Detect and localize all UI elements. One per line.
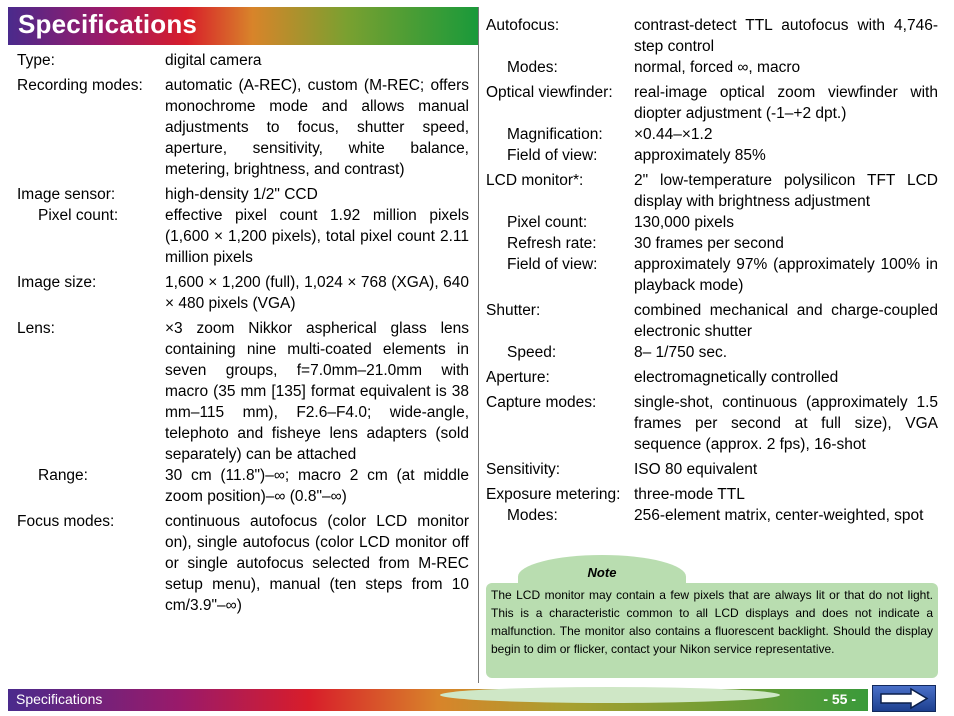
- spec-value: ×0.44–×1.2: [634, 126, 713, 143]
- spec-row: [486, 392, 938, 455]
- spec-row: [486, 170, 938, 212]
- spec-row: [17, 465, 469, 507]
- spec-label: Field of view:: [507, 256, 598, 273]
- spec-label: Sensitivity:: [486, 461, 561, 478]
- spec-value: 2" low-temperature polysilicon TFT LCD display with brightness adjustment: [634, 172, 938, 210]
- spec-row: [486, 212, 938, 233]
- spec-value: ISO 80 equivalent: [634, 461, 758, 478]
- page-number: - 55 -: [823, 691, 856, 707]
- spec-label: Aperture:: [486, 369, 550, 386]
- spec-value: combined mechanical and charge-coupled electronic shutter: [634, 302, 938, 340]
- spec-value: continuous autofocus (color LCD monitor on), single autofocus (color LCD monitor off or single autofocus selected from M-REC setup menu), manual (ten steps from 10 cm/3.9"–∞): [165, 513, 469, 614]
- spec-row: [486, 484, 938, 505]
- spec-row: [486, 367, 938, 388]
- spec-value: automatic (A-REC), custom (M-REC; offers monochrome mode and allows manual adjustments to focus, shutter speed, aperture, sensitivity, white balance, metering, brightness, and contrast): [165, 77, 469, 178]
- spec-row: [486, 145, 938, 166]
- spec-label: Refresh rate:: [507, 235, 597, 252]
- spec-value: 1,600 × 1,200 (full), 1,024 × 768 (XGA), 640 × 480 pixels (VGA): [165, 274, 469, 312]
- spec-label: Pixel count:: [507, 214, 588, 231]
- next-page-button[interactable]: [872, 685, 936, 712]
- spec-value: normal, forced ∞, macro: [634, 59, 801, 76]
- column-divider: [478, 7, 479, 683]
- spec-row: [17, 50, 469, 71]
- spec-row: [486, 124, 938, 145]
- spec-label: Shutter:: [486, 302, 541, 319]
- spec-label: Autofocus:: [486, 17, 560, 34]
- footer-section-title: Specifications: [16, 691, 103, 707]
- spec-value: approximately 97% (approximately 100% in playback mode): [634, 256, 938, 294]
- left-spec-column: [17, 50, 469, 620]
- spec-value: contrast-detect TTL autofocus with 4,746-step control: [634, 17, 938, 55]
- spec-row: [486, 82, 938, 124]
- spec-value: 130,000 pixels: [634, 214, 734, 231]
- spec-value: electromagnetically controlled: [634, 369, 839, 386]
- spec-value: three-mode TTL: [634, 486, 745, 503]
- page-title: Specifications: [18, 9, 198, 39]
- spec-row: [486, 15, 938, 57]
- spec-row: [17, 272, 469, 314]
- spec-label: Recording modes:: [17, 77, 143, 94]
- spec-label: Optical viewfinder:: [486, 84, 613, 101]
- spec-value: digital camera: [165, 52, 262, 69]
- spec-row: [486, 254, 938, 296]
- spec-value: high-density 1/2" CCD: [165, 186, 318, 203]
- spec-label: Type:: [17, 52, 55, 69]
- spec-label: Speed:: [507, 344, 557, 361]
- spec-value: 8– 1/750 sec.: [634, 344, 728, 361]
- spec-value: 30 cm (11.8")–∞; macro 2 cm (at middle zoom position)–∞ (0.8"–∞): [165, 467, 469, 505]
- spec-label: Range:: [38, 467, 88, 484]
- spec-row: [17, 511, 469, 616]
- spec-row: [486, 233, 938, 254]
- spec-label: Capture modes:: [486, 394, 597, 411]
- spec-value: ×3 zoom Nikkor aspherical glass lens containing nine multi-coated elements in seven groups, f=7.0mm–21.0mm with macro (35 mm [135] format equivalent is 38 mm–115 mm), F2.6–F4.0; wide-angle, telephoto and fisheye lens adapters (sold separately) can be attached: [165, 320, 469, 463]
- spec-row: [486, 300, 938, 342]
- arrow-right-icon: [873, 686, 935, 711]
- spec-row: [486, 57, 938, 78]
- spec-label: Magnification:: [507, 126, 603, 143]
- title-bar: [8, 7, 478, 45]
- spec-row: [486, 342, 938, 363]
- right-spec-column: [486, 15, 938, 530]
- spec-label: Field of view:: [507, 147, 598, 164]
- spec-label: Image sensor:: [17, 186, 116, 203]
- note-text: The LCD monitor may contain a few pixels that are always lit or that do not light. This is a characteristic common to all LCD displays and does not indicate a malfunction. The monitor also contains a fluorescent backlight. Should the display begin to dim or flicker, contact your Nikon service representative.: [491, 588, 933, 656]
- spec-value: real-image optical zoom viewfinder with diopter adjustment (-1–+2 dpt.): [634, 84, 938, 122]
- spec-row: [17, 318, 469, 465]
- spec-label: Modes:: [507, 507, 558, 524]
- spec-value: approximately 85%: [634, 147, 766, 164]
- spec-row: [17, 75, 469, 180]
- note-box: [486, 583, 938, 678]
- spec-label: Exposure metering:: [486, 486, 621, 503]
- spec-label: LCD monitor*:: [486, 172, 584, 189]
- spec-row: [17, 205, 469, 268]
- spec-label: Pixel count:: [38, 207, 119, 224]
- spec-row: [486, 459, 938, 480]
- spec-value: single-shot, continuous (approximately 1.5 frames per second at full size), VGA sequence (approx. 2 fps), 16-shot: [634, 394, 938, 453]
- spec-value: 256-element matrix, center-weighted, spot: [634, 507, 924, 524]
- spec-label: Focus modes:: [17, 513, 115, 530]
- spec-row: [17, 184, 469, 205]
- spec-label: Lens:: [17, 320, 55, 337]
- spec-label: Image size:: [17, 274, 97, 291]
- spec-value: 30 frames per second: [634, 235, 784, 252]
- note-heading: Note: [587, 565, 617, 580]
- spec-label: Modes:: [507, 59, 558, 76]
- spec-value: effective pixel count 1.92 million pixels (1,600 × 1,200 pixels), total pixel count 2.11 million pixels: [165, 207, 469, 266]
- footer-swoosh: [440, 687, 780, 703]
- spec-row: [486, 505, 938, 526]
